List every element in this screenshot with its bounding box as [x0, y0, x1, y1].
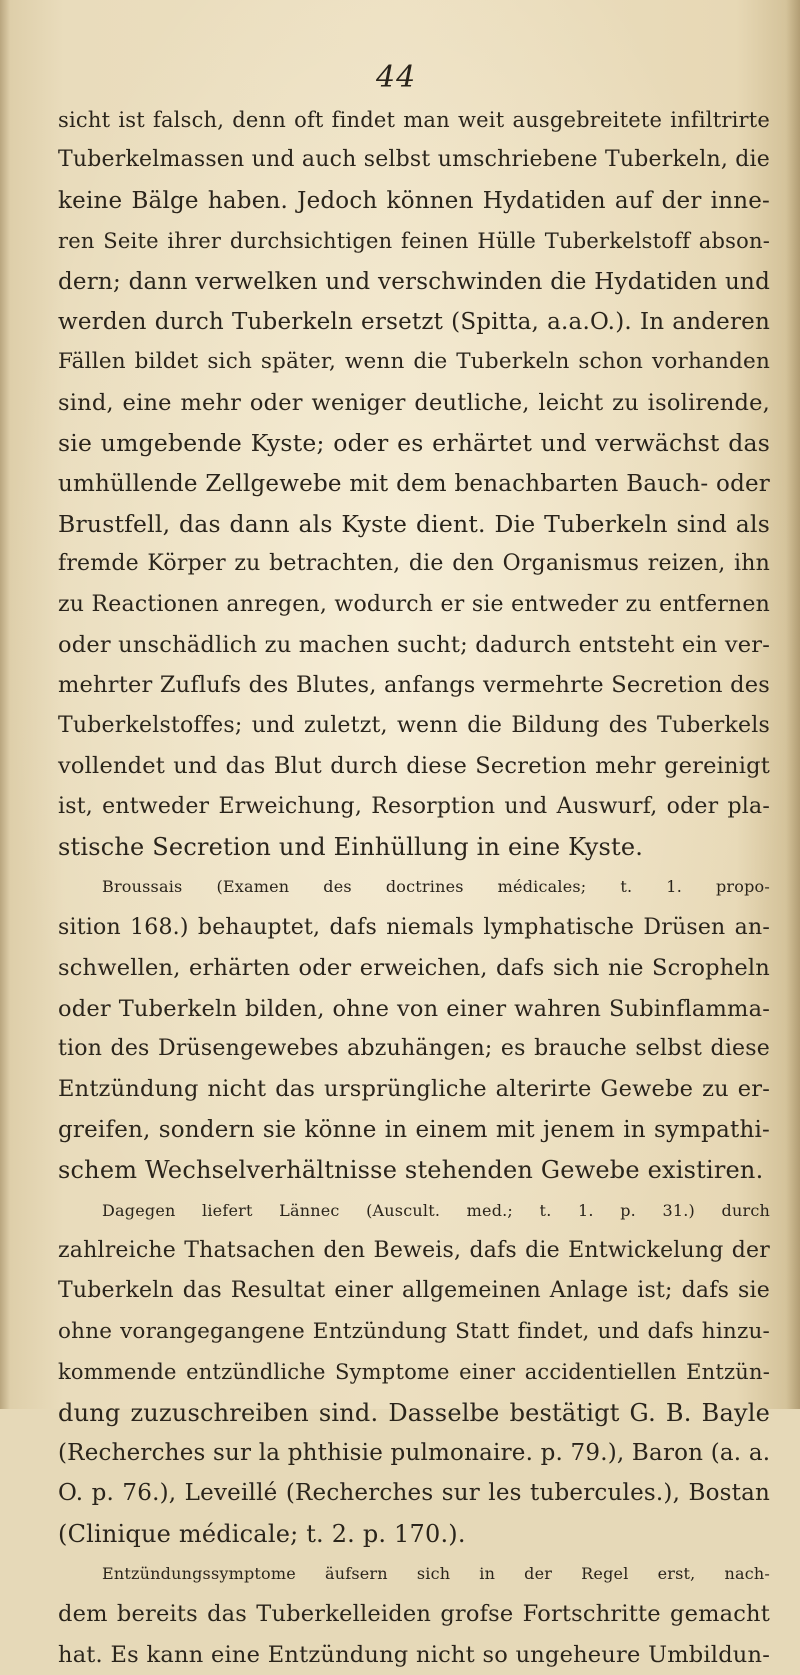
- page-spine-shadow: [0, 0, 10, 1409]
- text-line: O. p. 76.), Leveillé (Recherches sur les tubercules.), Bostan: [58, 1480, 770, 1507]
- text-line: Brustfell, das dann als Kyste dient. Die Tuberkeln sind als: [58, 509, 770, 538]
- page-number: 44: [376, 60, 417, 95]
- text-line: (Recherches sur la phthisie pulmonaire. p. 79.), Baron (a. a.: [58, 1439, 771, 1466]
- page-edge-shadow: [786, 0, 800, 1409]
- text-line: fremde Körper zu betrachten, die den Organismus reizen, ihn: [58, 551, 770, 577]
- text-line: mehrter Zuflufs des Blutes, anfangs vermehrte Secretion des: [58, 672, 770, 699]
- text-line: dem bereits das Tuberkelleiden grofse Fortschritte gemacht: [58, 1601, 770, 1628]
- body-text: [58, 100, 770, 1675]
- text-line: umhüllende Zellgewebe mit dem benachbarten Bauch- oder: [58, 470, 770, 497]
- text-line: sicht ist falsch, denn oft findet man weit ausgebreitete infiltrirte: [58, 108, 770, 132]
- text-line: kommende entzündliche Symptome einer accidentiellen Entzün-: [58, 1360, 770, 1385]
- text-line: dern; dann verwelken und verschwinden die Hydatiden und: [58, 268, 770, 295]
- text-line: Entzündung nicht das ursprüngliche alterirte Gewebe zu er-: [58, 1076, 770, 1103]
- text-line: sind, eine mehr oder weniger deutliche, leicht zu isolirende,: [58, 389, 770, 416]
- text-line: ohne vorangegangene Entzündung Statt findet, und dafs hinzu-: [58, 1318, 770, 1344]
- text-line: tion des Drüsengewebes abzuhängen; es brauche selbst diese: [58, 1035, 770, 1061]
- text-line: Tuberkelmassen und auch selbst umschriebene Tuberkeln, die: [58, 147, 770, 173]
- text-line: sition 168.) behauptet, dafs niemals lymphatische Drüsen an-: [58, 914, 770, 940]
- text-line: Tuberkelstoffes; und zuletzt, wenn die Bildung des Tuberkels: [58, 712, 770, 738]
- paragraph-start-line: Entzündungssymptome äufsern sich in der Regel erst, nach-: [102, 1564, 770, 1584]
- text-line: oder unschädlich zu machen sucht; dadurch entsteht ein ver-: [58, 632, 770, 659]
- text-line: Tuberkeln das Resultat einer allgemeinen Anlage ist; dafs sie: [58, 1278, 770, 1304]
- paragraph-start-line: Broussais (Examen des doctrines médicales; t. 1. propo-: [102, 877, 770, 897]
- text-line: ist, entweder Erweichung, Resorption und Auswurf, oder pla-: [58, 793, 770, 819]
- paragraph-end-line: stische Secretion und Einhüllung in eine Kyste.: [58, 833, 644, 862]
- text-line: schwellen, erhärten oder erweichen, dafs sich nie Scropheln: [58, 955, 770, 982]
- paragraph-end-line: (Clinique médicale; t. 2. p. 170.).: [58, 1519, 466, 1548]
- text-line: keine Bälge haben. Jedoch können Hydatiden auf der inne-: [58, 187, 770, 214]
- text-line: dung zuzuschreiben sind. Dasselbe bestätigt G. B. Bayle: [58, 1398, 770, 1427]
- paragraph-start-line: Dagegen liefert Lännec (Auscult. med.; t. 1. p. 31.) durch: [102, 1200, 770, 1220]
- text-line: hat. Es kann eine Entzündung nicht so ungeheure Umbildun-: [58, 1641, 770, 1668]
- text-line: zu Reactionen anregen, wodurch er sie entweder zu entfernen: [58, 591, 770, 617]
- text-line: vollendet und das Blut durch diese Secretion mehr gereinigt: [58, 753, 770, 780]
- text-line: oder Tuberkeln bilden, ohne von einer wahren Subinflamma-: [58, 995, 770, 1022]
- text-line: sie umgebende Kyste; oder es erhärtet und verwächst das: [58, 429, 770, 458]
- text-line: ren Seite ihrer durchsichtigen feinen Hülle Tuberkelstoff abson-: [58, 229, 770, 254]
- text-line: zahlreiche Thatsachen den Beweis, dafs die Entwickelung der: [58, 1237, 770, 1263]
- text-line: greifen, sondern sie könne in einem mit jenem in sympathi-: [58, 1116, 770, 1143]
- text-line: werden durch Tuberkeln ersetzt (Spitta, a.a.O.). In anderen: [58, 308, 770, 335]
- text-line: Fällen bildet sich später, wenn die Tuberkeln schon vorhanden: [58, 349, 770, 375]
- paragraph-end-line: schem Wechselverhältnisse stehenden Gewebe existiren.: [58, 1156, 764, 1185]
